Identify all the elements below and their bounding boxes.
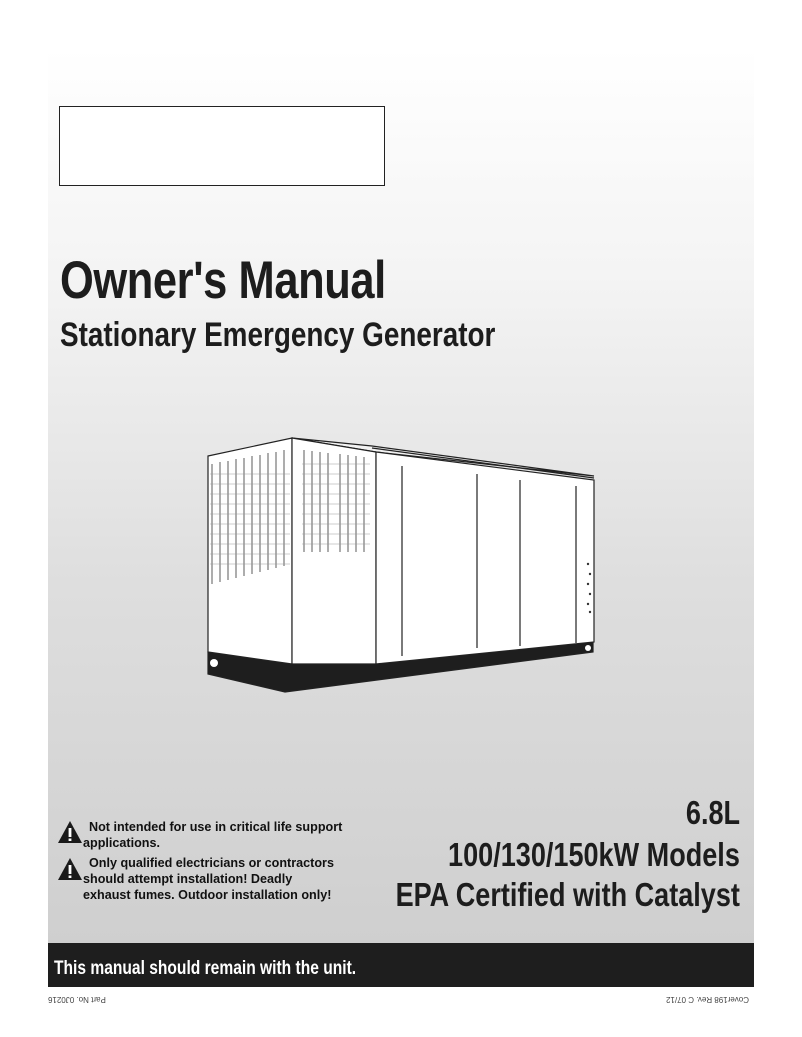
part-number: Part No. 0J0216 [48,995,106,1004]
warning-life-support: Not intended for use in critical life support applications. [83,820,343,850]
cover-reference: Cover198 Rev. C 07/12 [666,995,750,1004]
generator-louver-panel [292,438,376,664]
engine-size: 6.8L [685,794,740,831]
warning-installation: Only qualified electricians or contractors should attempt installation! Deadly exhaust fumes. Outdoor installation only! [83,856,334,902]
generator-end-panel [208,438,292,664]
generator-illustration [200,434,604,699]
page-subtitle: Stationary Emergency Generator [60,316,496,354]
warning-triangle-icon [57,857,83,881]
model-list: 100/130/150kW Models [448,836,740,873]
certification-line: EPA Certified with Catalyst [395,876,740,913]
page-title: Owner's Manual [60,251,386,310]
title-label-box [59,106,385,186]
generator-front-panel [376,452,594,664]
footer-notice: This manual should remain with the unit. [54,958,357,979]
warning-triangle-icon [57,820,83,844]
